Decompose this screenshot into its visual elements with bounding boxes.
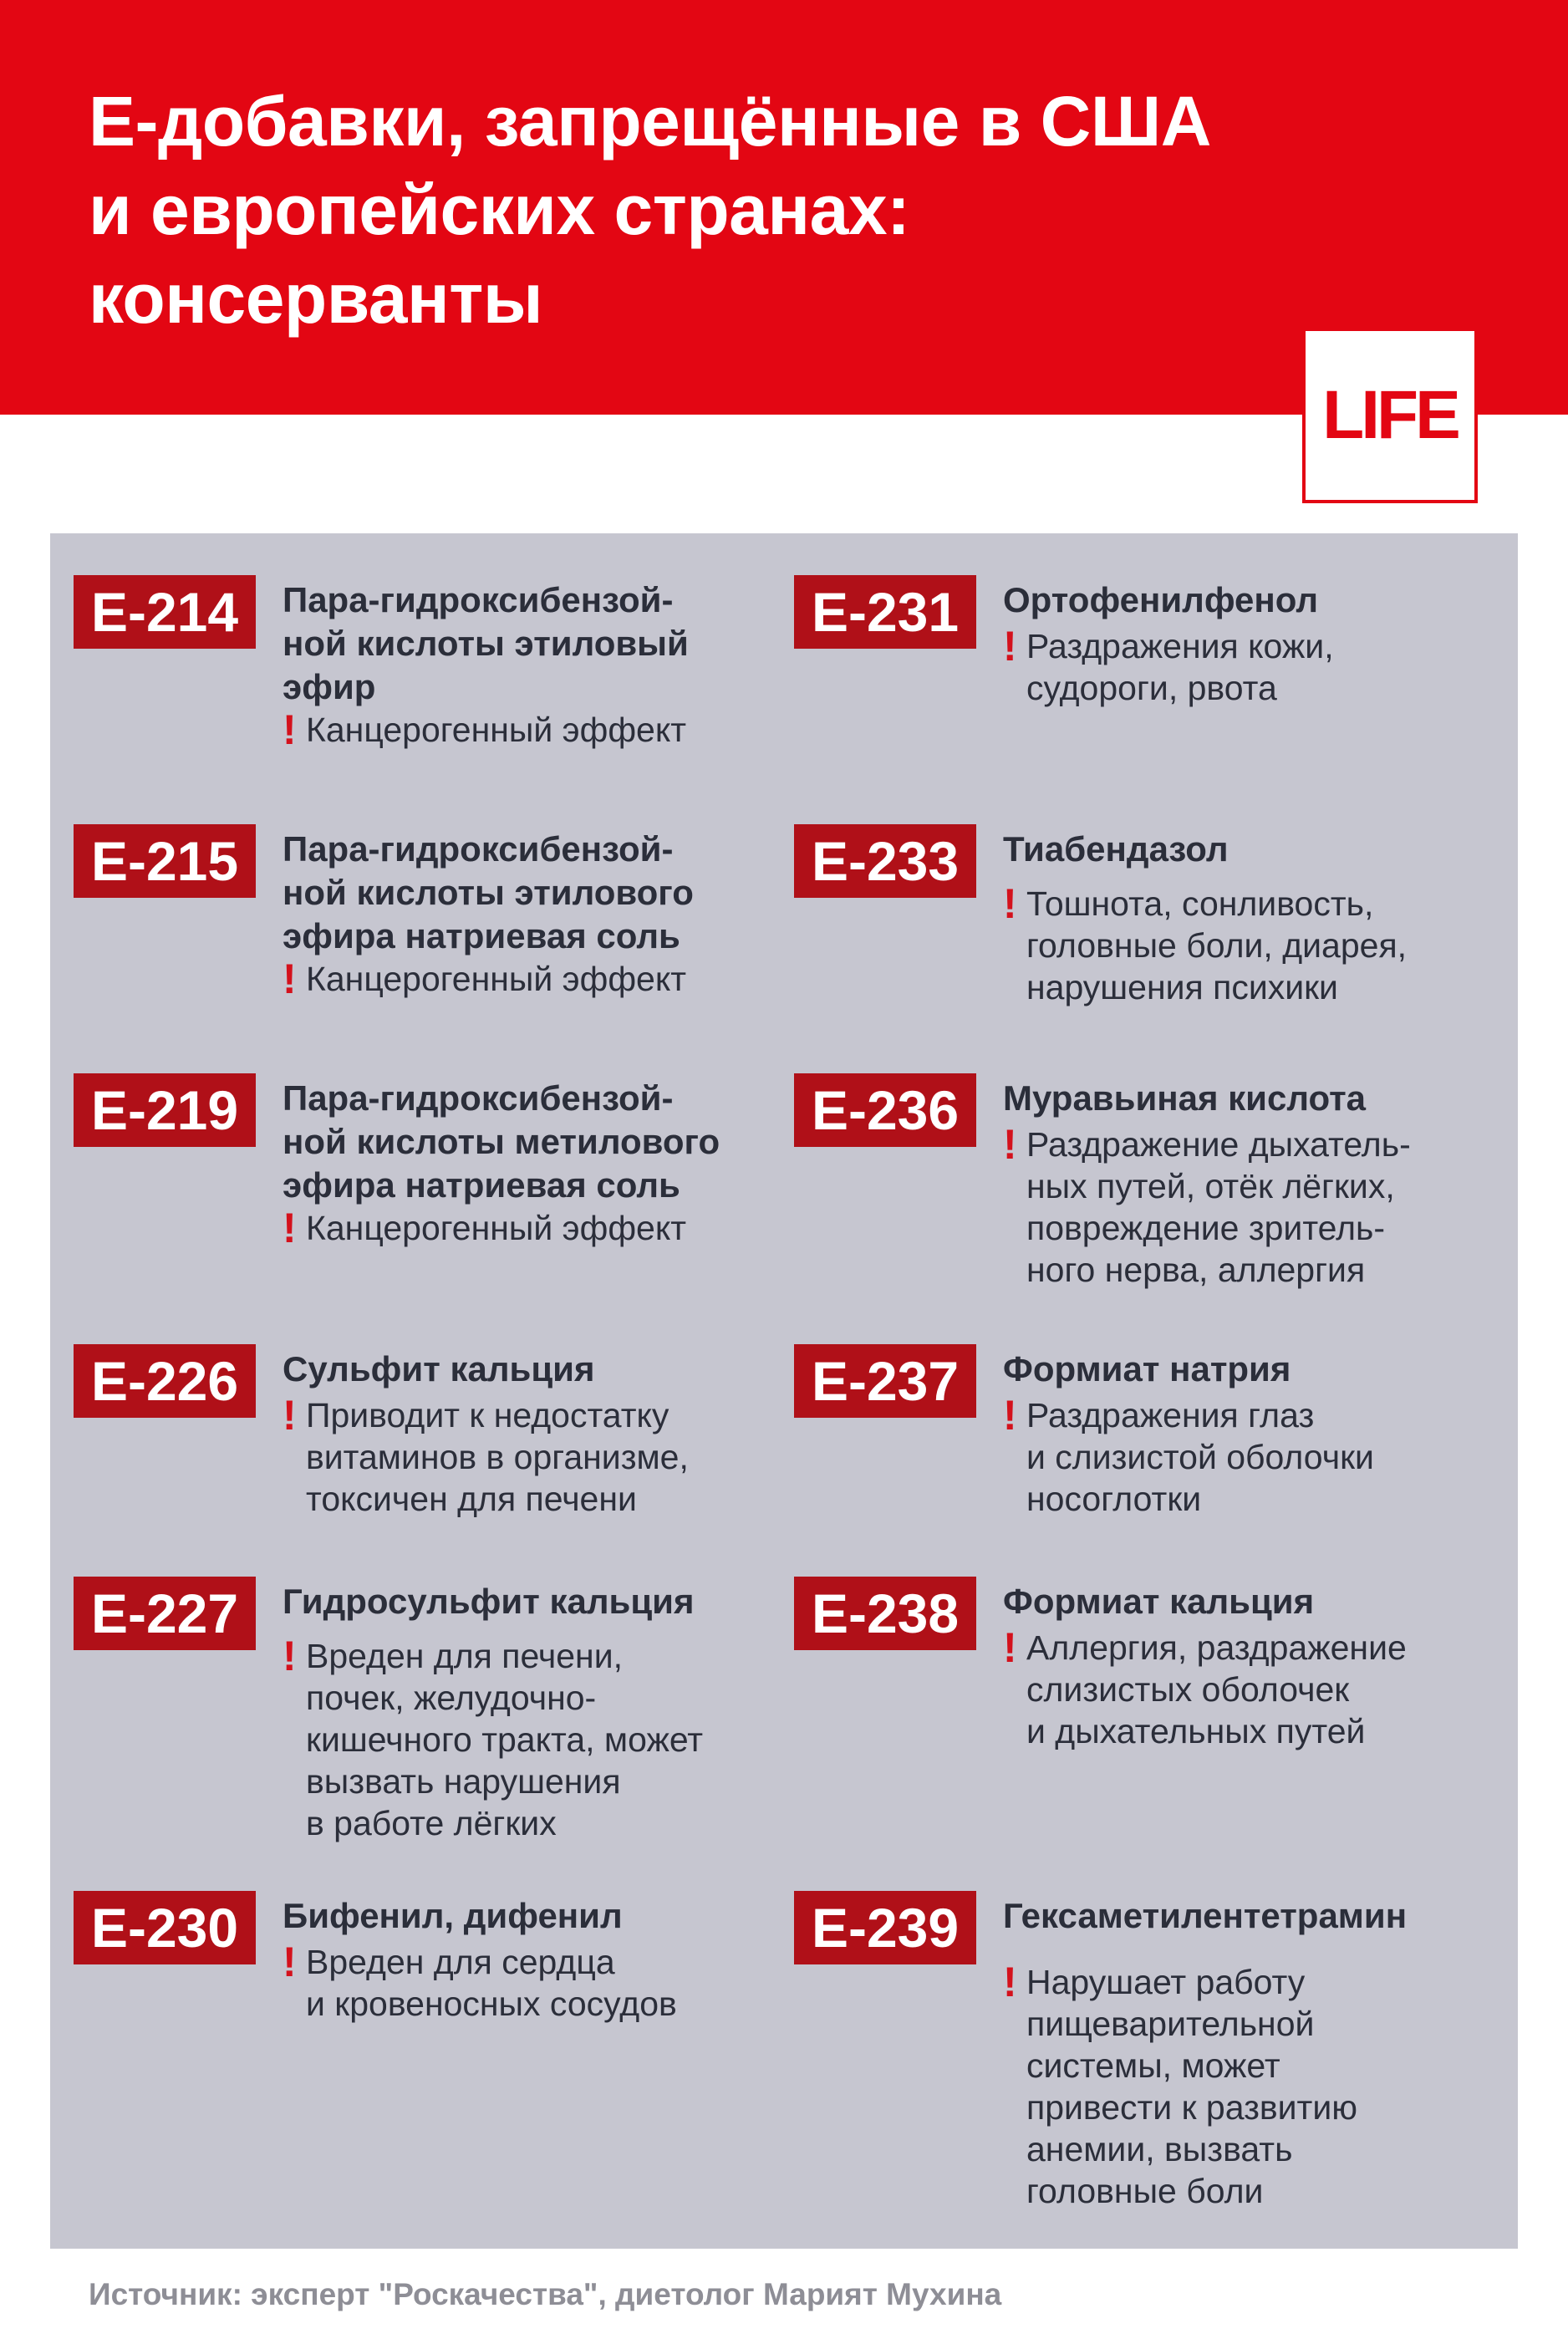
exclamation-icon: ! <box>1003 623 1017 670</box>
exclamation-icon: ! <box>283 1633 297 1679</box>
effect-text: Канцерогенный эффект <box>306 960 687 998</box>
additive-name: Тиабендазол <box>1003 829 1229 869</box>
additive-code: Е-227 <box>74 1577 256 1650</box>
additive-name: Пара-гидроксибензой- ной кислоты метилового эфира натриевая соль <box>283 1078 720 1205</box>
effect-text: Раздражение дыхатель- ных путей, отёк лёгких, повреждение зритель- ного нерва, аллергия <box>1026 1125 1411 1289</box>
exclamation-icon: ! <box>1003 880 1017 927</box>
logo-text: LIFE <box>1322 377 1458 453</box>
additive-name: Формиат натрия <box>1003 1349 1291 1389</box>
additive-name: Бифенил, дифенил <box>283 1896 623 1935</box>
additive-code: Е-226 <box>74 1344 256 1418</box>
additive-name: Формиат кальция <box>1003 1582 1315 1621</box>
additive-name: Сульфит кальция <box>283 1349 595 1389</box>
effect-text: Тошнота, сонливость, головные боли, диарея, нарушения психики <box>1026 884 1408 1006</box>
effect-text: Аллергия, раздражение слизистых оболочек и дыхательных путей <box>1026 1628 1407 1750</box>
additives-panel <box>50 533 1518 2249</box>
additive-code: Е-214 <box>74 575 256 649</box>
additive-code: Е-219 <box>74 1073 256 1147</box>
additive-name: Гексаметилентетрамин <box>1003 1896 1408 1935</box>
additive-name: Ортофенилфенол <box>1003 580 1319 619</box>
source-credit: Источник: эксперт "Роскачества", диетолог Марият Мухина <box>89 2277 1002 2311</box>
additive-code: Е-233 <box>794 824 976 898</box>
additive-code: Е-215 <box>74 824 256 898</box>
page-title: Е-добавки, запрещённые в США и европейских странах: консерванты <box>89 82 1211 338</box>
additive-name: Пара-гидроксибензой- ной кислоты этилового эфира натриевая соль <box>283 829 694 955</box>
exclamation-icon: ! <box>1003 1624 1017 1671</box>
additive-name: Муравьиная кислота <box>1003 1078 1367 1118</box>
effect-text: Вреден для сердца и кровеносных сосудов <box>306 1943 677 2023</box>
exclamation-icon: ! <box>1003 1121 1017 1168</box>
exclamation-icon: ! <box>1003 1392 1017 1439</box>
exclamation-icon: ! <box>283 1939 297 1985</box>
life-logo <box>1302 328 1478 503</box>
effect-text: Раздражения кожи, судороги, рвота <box>1026 627 1334 707</box>
exclamation-icon: ! <box>283 1205 297 1251</box>
effect-text: Раздражения глаз и слизистой оболочки носоглотки <box>1026 1396 1374 1518</box>
exclamation-icon: ! <box>1003 1959 1017 2005</box>
exclamation-icon: ! <box>283 706 297 753</box>
effect-text: Канцерогенный эффект <box>306 711 687 749</box>
additive-code: Е-237 <box>794 1344 976 1418</box>
effect-text: Нарушает работу пищеварительной системы, может привести к развитию анемии, вызвать головные боли <box>1026 1963 1357 2210</box>
additive-code: Е-230 <box>74 1891 256 1964</box>
additive-name: Гидросульфит кальция <box>283 1582 695 1621</box>
additive-code: Е-238 <box>794 1577 976 1650</box>
exclamation-icon: ! <box>283 955 297 1002</box>
effect-text: Вреден для печени, почек, желудочно- кишечного тракта, может вызвать нарушения в работе лёгких <box>306 1637 704 1842</box>
effect-text: Приводит к недостатку витаминов в организме, токсичен для печени <box>306 1396 689 1518</box>
additive-code: Е-236 <box>794 1073 976 1147</box>
effect-text: Канцерогенный эффект <box>306 1209 687 1247</box>
additive-code: Е-231 <box>794 575 976 649</box>
exclamation-icon: ! <box>283 1392 297 1439</box>
additive-code: Е-239 <box>794 1891 976 1964</box>
additive-name: Пара-гидроксибензой- ной кислоты этиловый эфир <box>283 580 689 706</box>
